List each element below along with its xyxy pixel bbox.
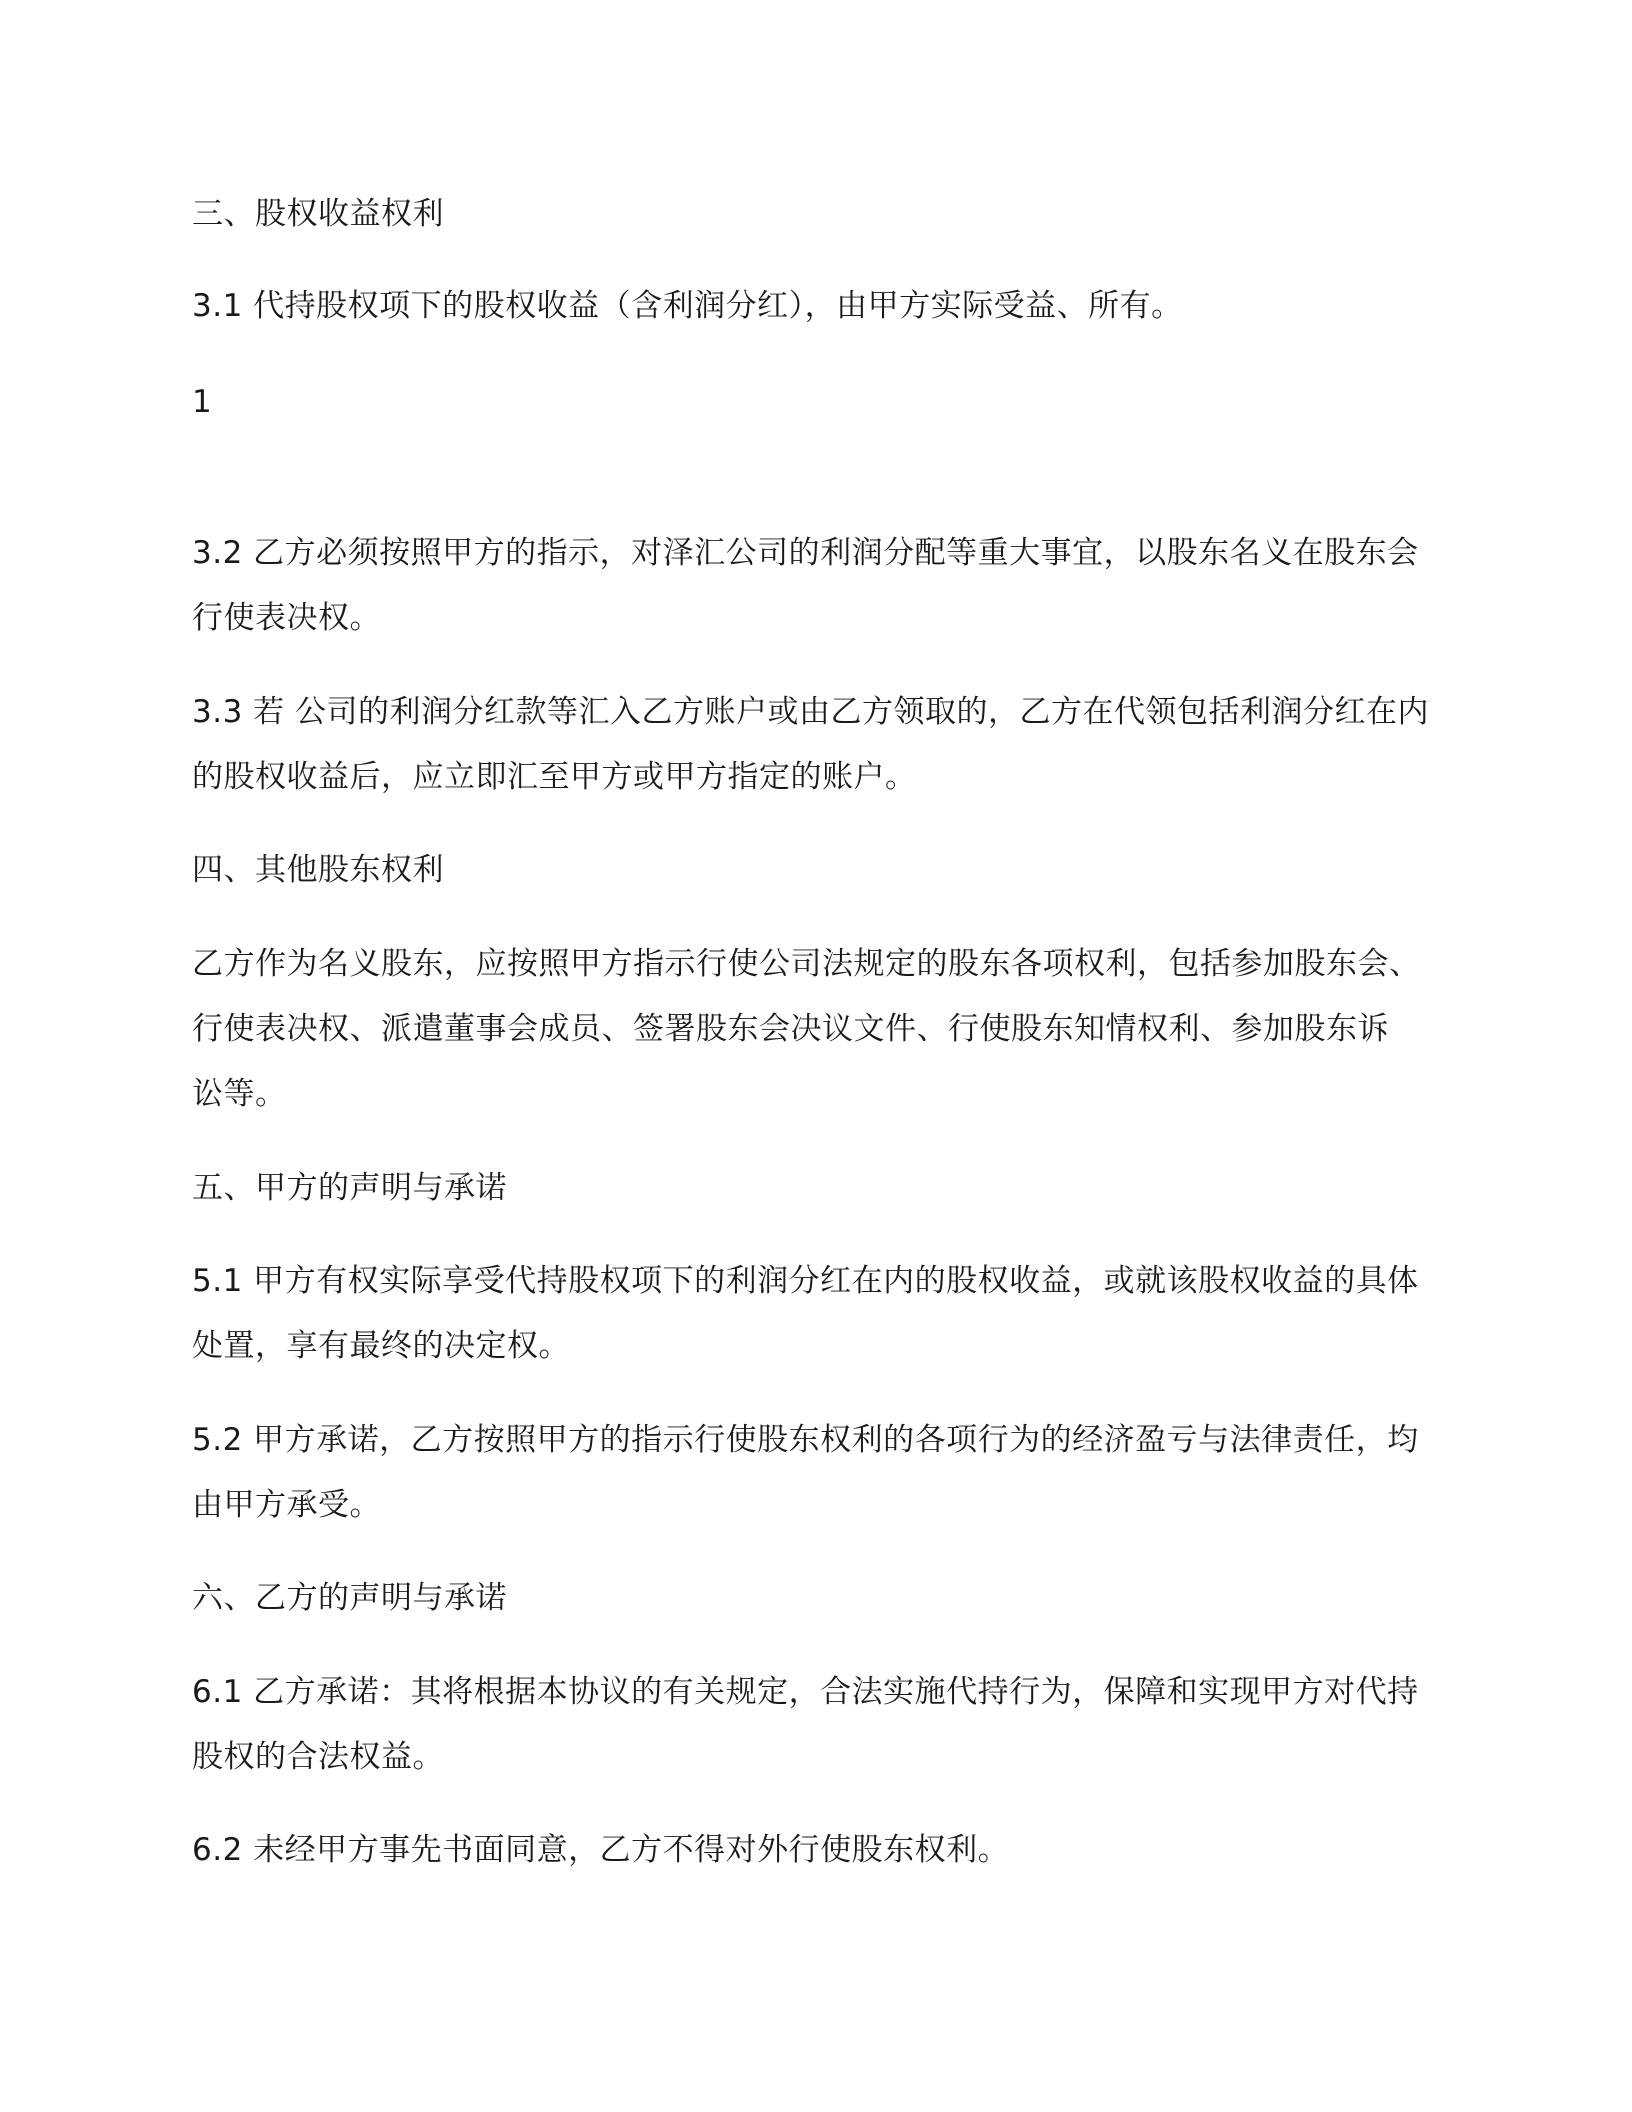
paragraph-5-2-line-2: 由甲方承受。 bbox=[192, 1487, 381, 1523]
paragraph-6-1-line-1: 6.1 乙方承诺：其将根据本协议的有关规定，合法实施代持行为，保障和实现甲方对代持 bbox=[192, 1674, 1419, 1710]
paragraph-3-2-line-1: 3.2 乙方必须按照甲方的指示，对泽汇公司的利润分配等重大事宜，以股东名义在股东会 bbox=[192, 535, 1419, 571]
paragraph-4-line-3: 讼等。 bbox=[192, 1076, 287, 1112]
paragraph-5-1-line-2: 处置，享有最终的决定权。 bbox=[192, 1328, 570, 1364]
paragraph-5-1-line-1: 5.1 甲方有权实际享受代持股权项下的利润分红在内的股权收益，或就该股权收益的具体 bbox=[192, 1263, 1419, 1299]
section-3-heading: 三、股权收益权利 bbox=[192, 196, 444, 232]
paragraph-3-1: 3.1 代持股权项下的股权收益（含利润分红），由甲方实际受益、所有。 bbox=[192, 288, 1183, 324]
paragraph-6-2: 6.2 未经甲方事先书面同意，乙方不得对外行使股东权利。 bbox=[192, 1832, 1010, 1868]
paragraph-3-3-line-2: 的股权收益后，应立即汇至甲方或甲方指定的账户。 bbox=[192, 759, 917, 795]
paragraph-4-line-2: 行使表决权、派遣董事会成员、签署股东会决议文件、行使股东知情权利、参加股东诉 bbox=[192, 1011, 1389, 1047]
paragraph-3-3-line-1: 3.3 若 公司的利润分红款等汇入乙方账户或由乙方领取的，乙方在代领包括利润分红在内 bbox=[192, 694, 1430, 730]
section-6-heading: 六、乙方的声明与承诺 bbox=[192, 1580, 507, 1616]
paragraph-4-line-1: 乙方作为名义股东，应按照甲方指示行使公司法规定的股东各项权利，包括参加股东会、 bbox=[192, 946, 1421, 982]
paragraph-6-1-line-2: 股权的合法权益。 bbox=[192, 1739, 444, 1775]
section-4-heading: 四、其他股东权利 bbox=[192, 852, 444, 888]
section-5-heading: 五、甲方的声明与承诺 bbox=[192, 1170, 507, 1206]
page-number: 1 bbox=[192, 384, 213, 420]
paragraph-5-2-line-1: 5.2 甲方承诺，乙方按照甲方的指示行使股东权利的各项行为的经济盈亏与法律责任，均 bbox=[192, 1422, 1419, 1458]
paragraph-3-2-line-2: 行使表决权。 bbox=[192, 600, 381, 636]
